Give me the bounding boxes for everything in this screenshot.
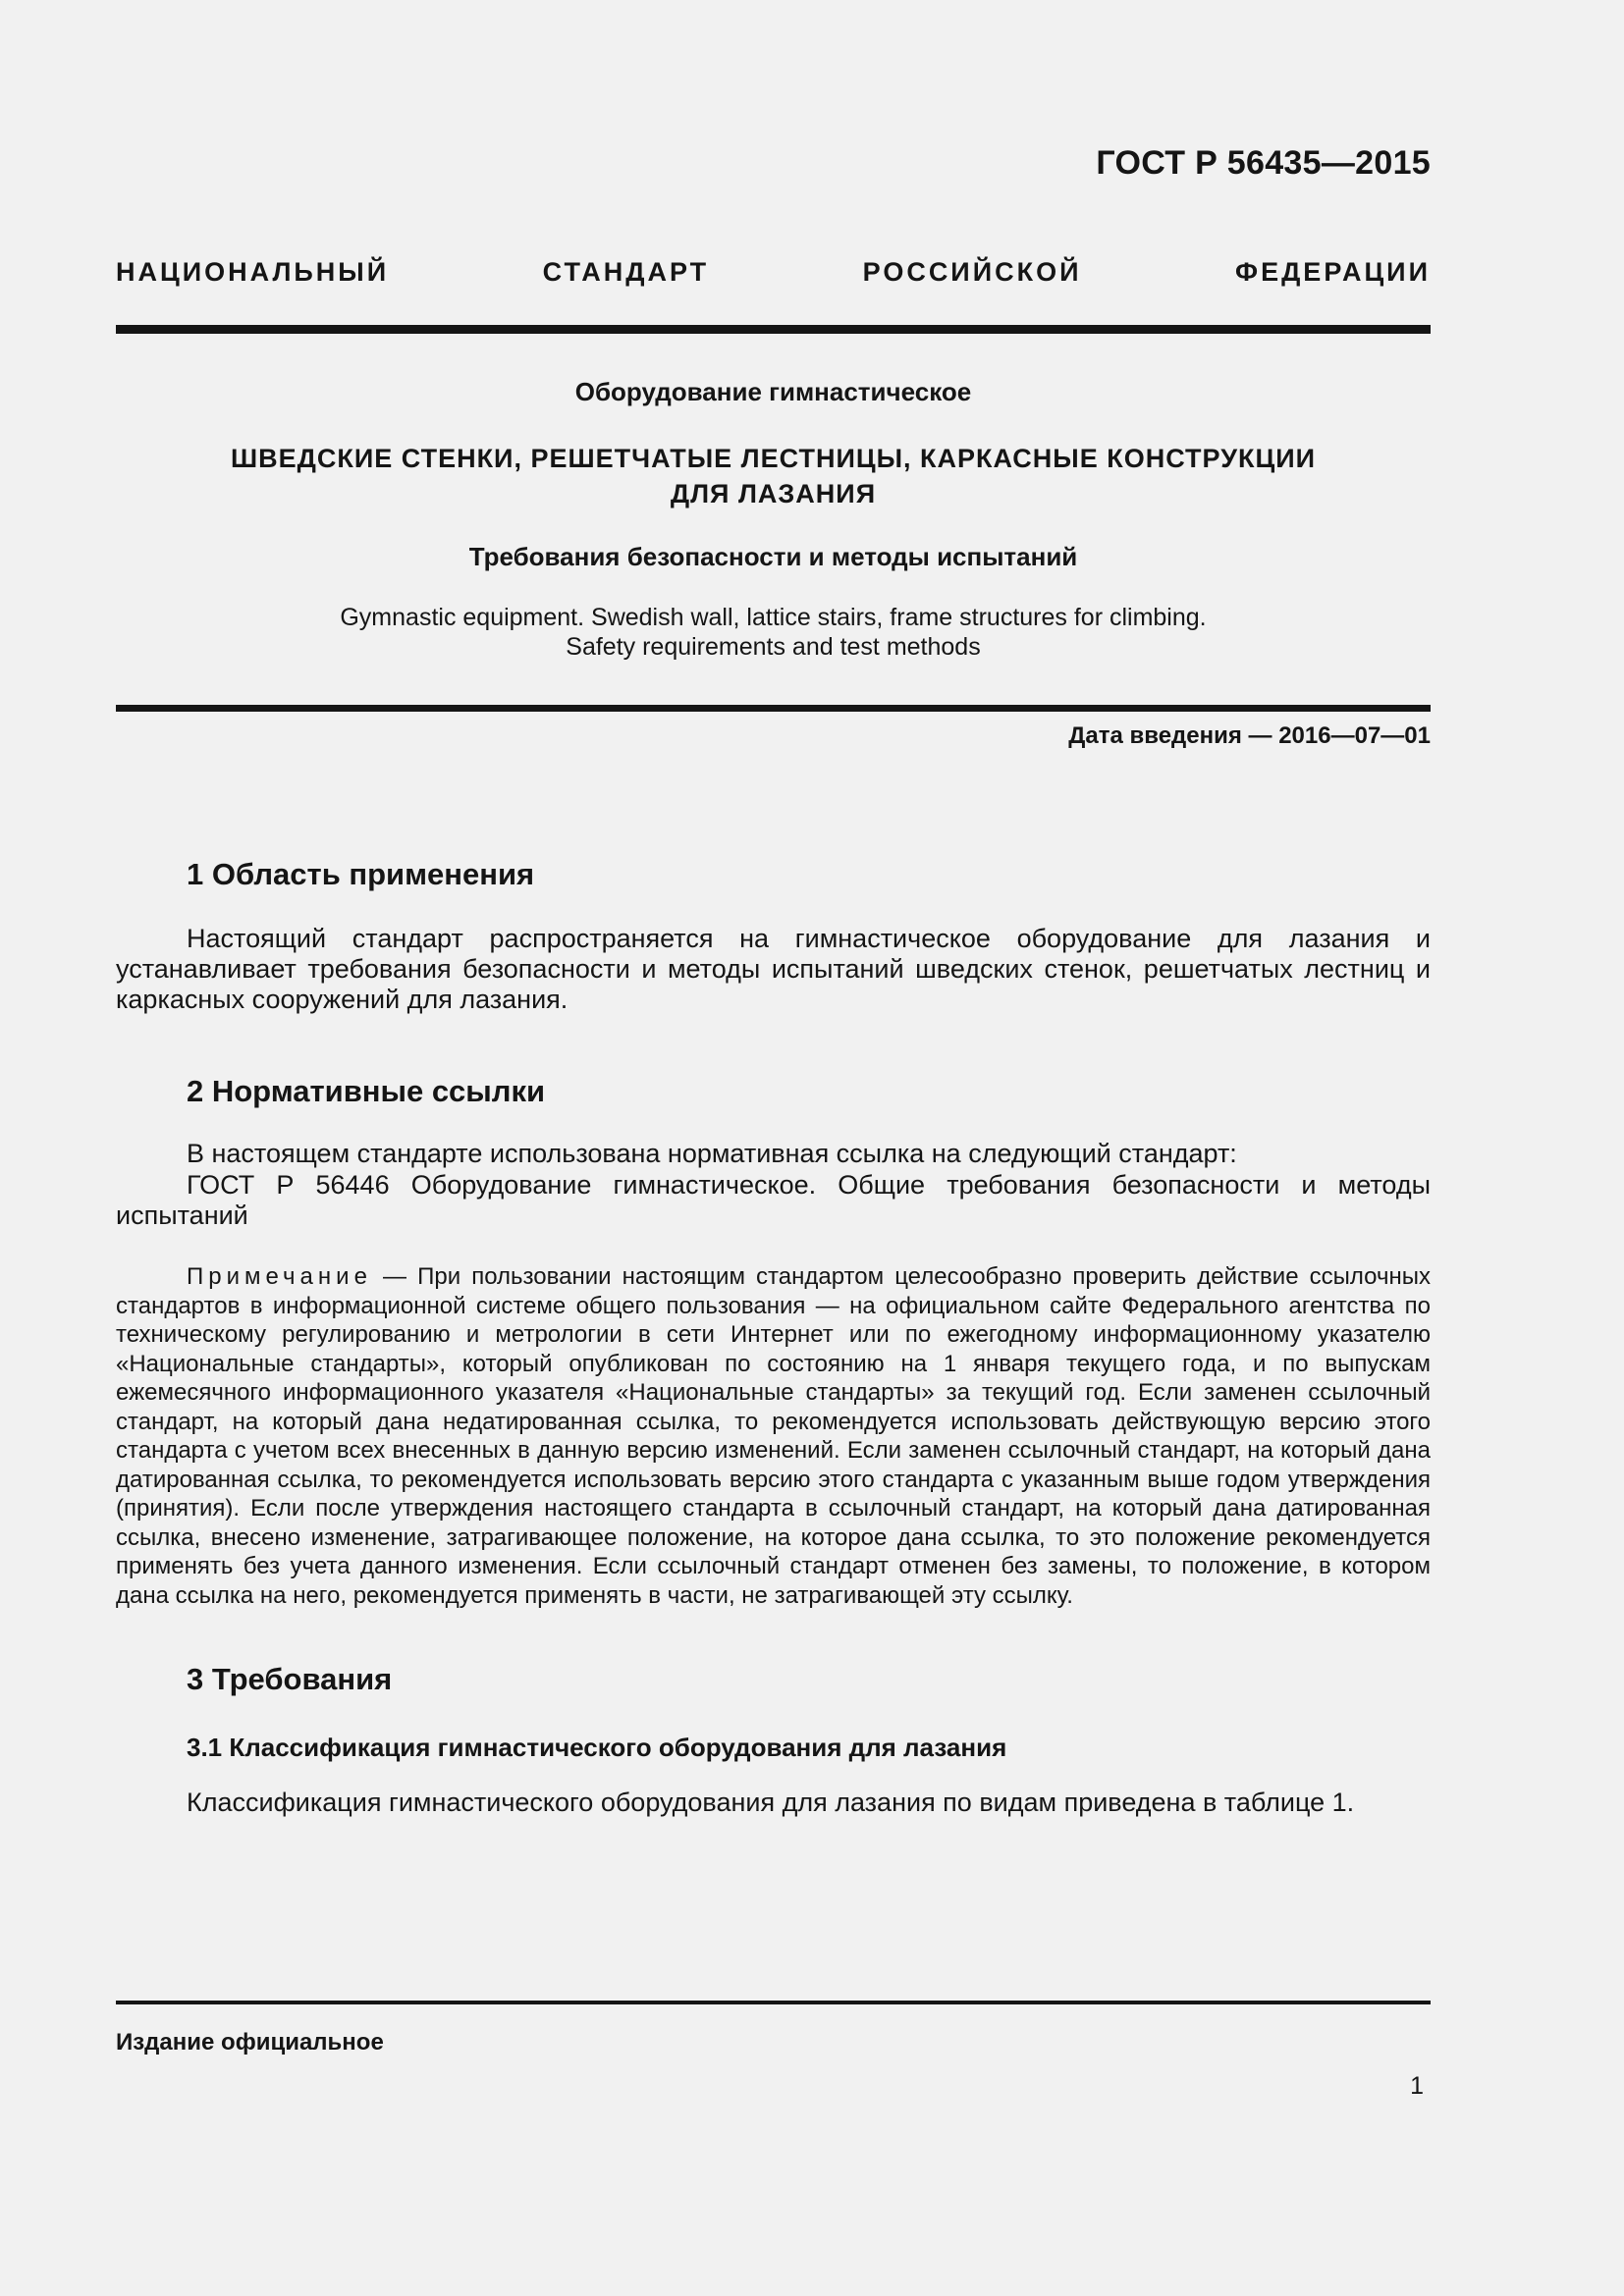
footer-divider (116, 2001, 1431, 2004)
section-2-heading: 2 Нормативные ссылки (187, 1074, 546, 1108)
main-title-line-2: ДЛЯ ЛАЗАНИЯ (670, 479, 877, 508)
main-title-line-1: ШВЕДСКИЕ СТЕНКИ, РЕШЕТЧАТЫЕ ЛЕСТНИЦЫ, КАРКАСНЫЕ КОНСТРУКЦИИ (230, 444, 1317, 473)
normative-reference: ГОСТ Р 56446 Оборудование гимнастическое. Общие требования безопасности и методы испытаний (116, 1170, 1431, 1230)
section-3-heading: 3 Требования (187, 1662, 393, 1696)
section-1-heading: 1 Область применения (187, 857, 535, 891)
page-number: 1 (1410, 2072, 1424, 2100)
title-divider (116, 705, 1431, 712)
english-title-line-2: Safety requirements and test methods (566, 633, 981, 661)
english-title (116, 603, 1431, 662)
section-2-note (116, 1262, 1431, 1610)
note-text: — При пользовании настоящим стандартом целесообразно проверить действие ссылочных стандартов в информационной системе общего пользования — на официальном сайте Федерального агентства по техническому регулированию и метрологии в сети Интернет или по ежегодному информационному указателю «Национальные стандарты», который опубликован по состоянию на 1 января текущего года, и по выпускам ежемесячного информационного указателя «Национальные стандарты» за текущий год. Если заменен ссылочный стандарт, на который дана недатированная ссылка, то рекомендуется использовать действующую версию этого стандарта с учетом всех внесенных в данную версию изменений. Если заменен ссылочный стандарт, на который дана датированная ссылка, то рекомендуется использовать версию этого стандарта с указанным выше годом утверждения (принятия). Если после утверждения настоящего стандарта в ссылочный стандарт, на который дана датированная ссылка, внесено изменение, затрагивающее положение, на которое дана ссылка, то это положение рекомендуется применять без учета данного изменения. Если ссылочный стандарт отменен без замены, то положение, в котором дана ссылка на него, рекомендуется применять в части, не затрагивающей эту ссылку. (116, 1263, 1431, 1609)
section-1-text: Настоящий стандарт распространяется на гимнастическое оборудование для лазания и устанавливает требования безопасности и методы испытаний шведских стенок, решетчатых лестниц и каркасных сооружений для лазания. (116, 924, 1431, 1014)
section-2-intro: В настоящем стандарте использована нормативная ссылка на следующий стандарт: (187, 1139, 1237, 1168)
top-divider (116, 325, 1431, 334)
english-title-line-1: Gymnastic equipment. Swedish wall, lattice stairs, frame structures for climbing. (340, 604, 1207, 631)
document-main-title (116, 441, 1431, 511)
edition-label: Издание официальное (116, 2029, 384, 2056)
subsection-3-1-heading: 3.1 Классификация гимнастического оборудования для лазания (187, 1733, 1007, 1762)
national-standard-banner: НАЦИОНАЛЬНЫЙ СТАНДАРТ РОССИЙСКОЙ ФЕДЕРАЦИИ (116, 257, 1431, 287)
document-category: Оборудование гимнастическое (574, 377, 972, 406)
document-subtitle: Требования безопасности и методы испытаний (468, 542, 1078, 571)
gost-number: ГОСТ Р 56435—2015 (1096, 144, 1431, 182)
note-label: Примечание (187, 1263, 372, 1290)
date-of-introduction: Дата введения — 2016—07—01 (1068, 722, 1431, 749)
subsection-3-1-text: Классификация гимнастического оборудования для лазания по видам приведена в таблице 1. (187, 1788, 1355, 1817)
